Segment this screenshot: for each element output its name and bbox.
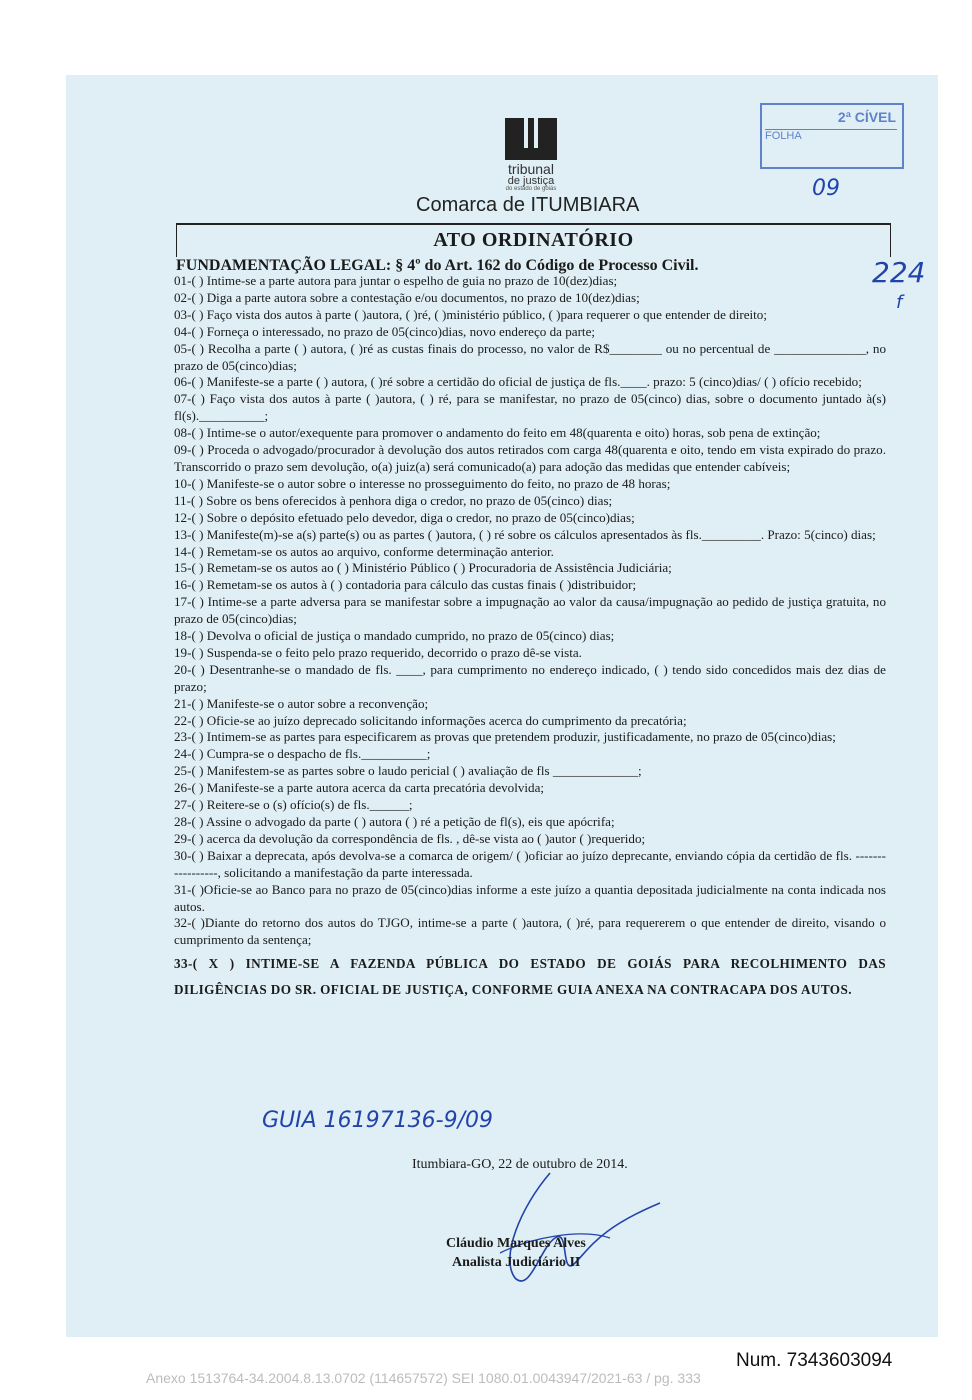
signer-role: Analista Judiciário II: [452, 1255, 581, 1270]
list-item: 22-( ) Oficie-se ao juízo deprecado solicitando informações acerca do cumprimento da precatória;: [174, 712, 687, 728]
list-item: 17-( ) Intime-se a parte adversa para se manifestar sobre a impugnação ao valor da causa/impugnação ao pedido de justiça gratuita, no prazo de 05(cinco)dias;: [174, 594, 886, 627]
list-item: 21-( ) Manifeste-se o autor sobre a reconvenção;: [174, 695, 429, 711]
title-box: [176, 223, 891, 257]
stamp-folha-label: FOLHA: [765, 129, 897, 142]
list-item: 25-( ) Manifestem-se as partes sobre o laudo pericial ( ) avaliação de fls _____________;: [174, 763, 642, 779]
court-stamp: [760, 103, 904, 169]
list-item: 26-( ) Manifeste-se a parte autora acerca da carta precatória devolvida;: [174, 780, 545, 796]
list-item: 02-( ) Diga a parte autora sobre a contestação e/ou documentos, no prazo de 10(dez)dias;: [174, 289, 640, 305]
logo-line2: de justiça: [507, 175, 555, 187]
logo-line1: tribunal: [508, 161, 554, 177]
document-number: Num. 7343603094: [736, 1350, 893, 1371]
list-item: 11-( ) Sobre os bens oferecidos à penhora diga o credor, no prazo de 05(cinco) dias;: [174, 492, 613, 508]
selected-item-33: 33-( X ) INTIME-SE A FAZENDA PÚBLICA DO ESTADO DE GOIÁS PARA RECOLHIMENTO DAS DILIGÊNCIAS DO SR. OFICIAL DE JUSTIÇA, CONFORME GUIA ANEXA NA CONTRACAPA DOS AUTOS.: [174, 956, 886, 998]
handwritten-page-number: 224: [872, 256, 926, 289]
list-item: 15-( ) Remetam-se os autos ao ( ) Ministério Público ( ) Procuradoria de Assistência Judiciária;: [174, 560, 672, 576]
signer-name: Cláudio Marques Alves: [446, 1236, 586, 1251]
list-item: 18-( ) Devolva o oficial de justiça o mandado cumprido, no prazo de 05(cinco) dias;: [174, 628, 615, 644]
list-item: 07-( ) Faço vista dos autos à parte ( )autora, ( ) ré, para se manifestar, no prazo de 05(cinco) dias, sobre o documento juntado à(s) fl(s).__________;: [174, 391, 886, 424]
stamp-handwritten-date: 09: [812, 176, 840, 201]
handwritten-page-mark: f: [896, 292, 903, 313]
list-item: 16-( ) Remetam-se os autos à ( ) contadoria para cálculo das custas finais ( )distribuidor;: [174, 577, 637, 593]
list-item: 23-( ) Intimem-se as partes para especificarem as provas que pretendem produzir, justificadamente, no prazo de 05(cinco)dias;: [174, 729, 836, 745]
annex-reference: Anexo 1513764-34.2004.8.13.0702 (114657572) SEI 1080.01.0043947/2021-63 / pg. 333: [146, 1370, 701, 1386]
stamp-vara: 2ª CÍVEL: [837, 109, 896, 125]
comarca-title: Comarca de ITUMBIARA: [416, 194, 640, 216]
list-item: 24-( ) Cumpra-se o despacho de fls.__________;: [174, 746, 431, 762]
list-item: 32-( )Diante do retorno dos autos do TJGO, intime-se a parte ( )autora, ( )ré, para requererem o que entender de direito, visando o cumprimento da sentença;: [174, 915, 886, 948]
list-item: 14-( ) Remetam-se os autos ao arquivo, conforme determinação anterior.: [174, 543, 554, 559]
tribunal-logo: [500, 118, 562, 196]
list-item: 04-( ) Forneça o interessado, no prazo de 05(cinco)dias, novo endereço da parte;: [174, 323, 596, 339]
handwritten-guia-number: GUIA 16197136-9/09: [262, 1108, 493, 1133]
tribunal-logo-icon: [505, 118, 557, 160]
document-date: Itumbiara-GO, 22 de outubro de 2014.: [412, 1157, 628, 1172]
list-item: 27-( ) Reitere-se o (s) ofício(s) de fls.______;: [174, 797, 413, 813]
list-item: 05-( ) Recolha a parte ( ) autora, ( )ré as custas finais do processo, no valor de R$________ ou no percentual de ______________, no prazo de 05(cinco)dias;: [174, 340, 886, 373]
list-item: 29-( ) acerca da devolução da correspondência de fls. , dê-se vista ao ( )autor ( )requerido;: [174, 830, 646, 846]
list-item: 20-( ) Desentranhe-se o mandado de fls. ____, para cumprimento no endereço indicado, ( ) tendo sido concedidos mais dez dias de prazo;: [174, 661, 886, 694]
document-title: ATO ORDINATÓRIO: [433, 229, 634, 251]
list-item: 31-( )Oficie-se ao Banco para no prazo de 05(cinco)dias informe a este juízo a quantia depositada judicialmente na conta indicada nos autos.: [174, 881, 886, 914]
list-item: 08-( ) Intime-se o autor/exequente para promover o andamento do feito em 48(quarenta e oito) horas, sob pena de extinção;: [174, 425, 821, 441]
legal-basis: FUNDAMENTAÇÃO LEGAL: § 4º do Art. 162 do Código de Processo Civil.: [176, 257, 699, 274]
list-item: 03-( ) Faço vista dos autos à parte ( )autora, ( )ré, ( )ministério público, ( )para requerer o que entender de direito;: [174, 306, 767, 322]
signature-scribble: [460, 1168, 670, 1298]
list-item: 28-( ) Assine o advogado da parte ( ) autora ( ) ré a petição de fl(s), eis que apócrifa;: [174, 814, 615, 829]
list-item: 10-( ) Manifeste-se o autor sobre o interesse no prosseguimento do feito, no prazo de 48 horas;: [174, 475, 671, 491]
list-item: 01-( ) Intime-se a parte autora para juntar o espelho de guia no prazo de 10(dez)dias;: [174, 273, 618, 288]
list-item: 12-( ) Sobre o depósito efetuado pelo devedor, diga o credor, no prazo de 05(cinco)dias;: [174, 509, 635, 525]
list-item: 09-( ) Proceda o advogado/procurador à devolução dos autos retirados com carga 48(quarenta e oito, tendo em vista expirado do prazo. Transcorrido o prazo sem devolução, o(a) juiz(a) será comunicado(a) para adoção das medidas que entender cabíveis;: [174, 442, 886, 474]
logo-line3: do estado de goiás: [505, 186, 557, 192]
list-item: 13-( ) Manifeste(m)-se a(s) parte(s) ou as partes ( )autora, ( ) ré sobre os cálculos apresentados às fls._________. Prazo: 5(cinco) dias;: [174, 526, 876, 542]
list-item: 06-( ) Manifeste-se a parte ( ) autora, ( )ré sobre a certidão do oficial de justiça de fls.____. prazo: 5 (cinco)dias/ ( ) ofício recebido;: [174, 374, 862, 390]
list-item: 30-( ) Baixar a deprecata, após devolva-se a comarca de origem/ ( )oficiar ao juízo deprecante, enviando cópia da certidão de fls. -----------------, solicitando a manifestação da parte interessada.: [174, 847, 886, 880]
items-list: [174, 273, 886, 1016]
list-item: 19-( ) Suspenda-se o feito pelo prazo requerido, decorrido o prazo dê-se vista.: [174, 644, 582, 660]
